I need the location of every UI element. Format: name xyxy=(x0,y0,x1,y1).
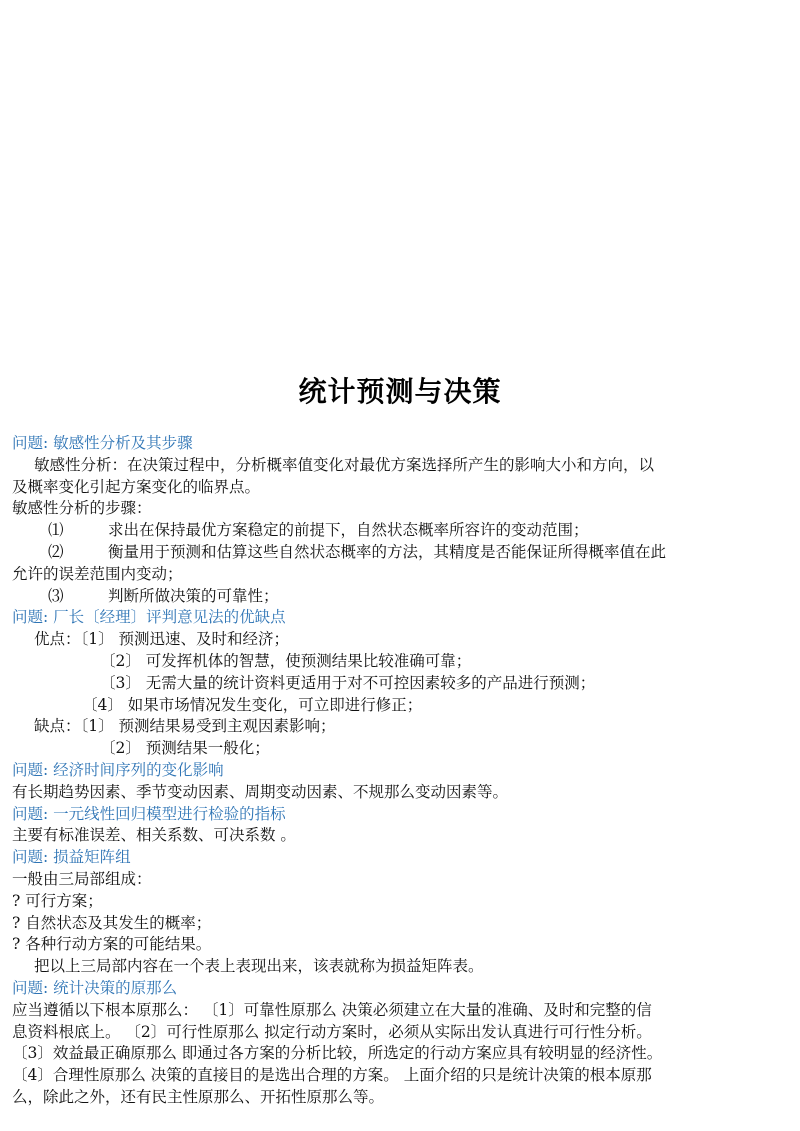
section-heading-regression: 问题: 一元线性回归模型进行检验的指标 xyxy=(12,804,286,823)
document-body xyxy=(12,433,792,1109)
list-item: ? 各种行动方案的可能结果。 xyxy=(12,935,212,954)
step-item-1 xyxy=(12,520,792,542)
paragraph-line: 允许的误差范围内变动； xyxy=(12,564,183,583)
paragraph-line: 敏感性分析的步骤： xyxy=(12,499,152,518)
step-text: 求出在保持最优方案稳定的前提下，自然状态概率所容许的变动范围； xyxy=(108,521,589,540)
paragraph-line: 一般由三局部组成： xyxy=(12,869,152,888)
step-item-3 xyxy=(12,586,792,608)
paragraph-line: 把以上三局部内容在一个表上表现出来，该表就称为损益矩阵表。 xyxy=(34,957,484,976)
step-text: 判断所做决策的可靠性； xyxy=(108,586,279,605)
step-number: ⑶ xyxy=(48,586,64,605)
list-item: ? 可行方案； xyxy=(12,891,103,910)
step-item-2 xyxy=(12,542,792,564)
disadvantage-item-1: 缺点：〔1〕 预测结果易受到主观因素影响； xyxy=(34,717,336,736)
step-number: ⑵ xyxy=(48,542,64,561)
section-heading-decision-principles: 问题: 统计决策的原那么 xyxy=(12,978,178,997)
section-heading-manager-opinion: 问题: 厂长〔经理〕评判意见法的优缺点 xyxy=(12,608,286,627)
paragraph-line: 有长期趋势因素、季节变动因素、周期变动因素、不规那么变动因素等。 xyxy=(12,782,509,801)
step-text: 衡量用于预测和估算这些自然状态概率的方法，其精度是否能保证所得概率值在此 xyxy=(108,542,667,561)
paragraph-line: 〔3〕效益最正确原那么 即通过各方案的分析比较，所选定的行动方案应具有较明显的经济性。 xyxy=(12,1044,663,1063)
document-title: 统计预测与决策 xyxy=(298,375,502,408)
section-heading-payoff-matrix: 问题: 损益矩阵组 xyxy=(12,848,131,867)
advantage-item-3: 〔3〕 无需大量的统计资料更适用于对不可控因素较多的产品进行预测； xyxy=(100,673,596,692)
paragraph-line: 及概率变化引起方案变化的临界点。 xyxy=(12,477,261,496)
paragraph-line: 主要有标准误差、相关系数、可决系数 。 xyxy=(12,826,296,845)
advantage-item-4: 〔4〕 如果市场情况发生变化，可立即进行修正； xyxy=(82,695,423,714)
section-heading-sensitivity: 问题: 敏感性分析及其步骤 xyxy=(12,434,193,452)
advantage-item-2: 〔2〕 可发挥机体的智慧，使预测结果比较准确可靠； xyxy=(100,651,472,670)
step-number: ⑴ xyxy=(48,521,64,540)
section-heading-time-series: 问题: 经济时间序列的变化影响 xyxy=(12,760,224,779)
disadvantage-item-2: 〔2〕 预测结果一般化； xyxy=(100,739,270,758)
list-item: ? 自然状态及其发生的概率； xyxy=(12,913,212,932)
paragraph-line: 应当遵循以下根本原那么： 〔1〕可靠性原那么 决策必须建立在大量的准确、及时和完整的信 xyxy=(12,1000,652,1019)
paragraph-line: 息资料根底上。 〔2〕可行性原那么 拟定行动方案时，必须从实际出发认真进行可行性分析。 xyxy=(12,1022,652,1041)
paragraph-line: 么，除此之外，还有民主性原那么、开拓性原那么等。 xyxy=(12,1087,385,1106)
paragraph-line: 敏感性分析：在决策过程中，分析概率值变化对最优方案选择所产生的影响大小和方向，以 xyxy=(34,455,655,474)
paragraph-line: 〔4〕合理性原那么 决策的直接目的是选出合理的方案。 上面介绍的只是统计决策的根本原那 xyxy=(12,1066,652,1085)
advantage-item-1: 优点：〔1〕 预测迅速、及时和经济； xyxy=(34,630,290,649)
